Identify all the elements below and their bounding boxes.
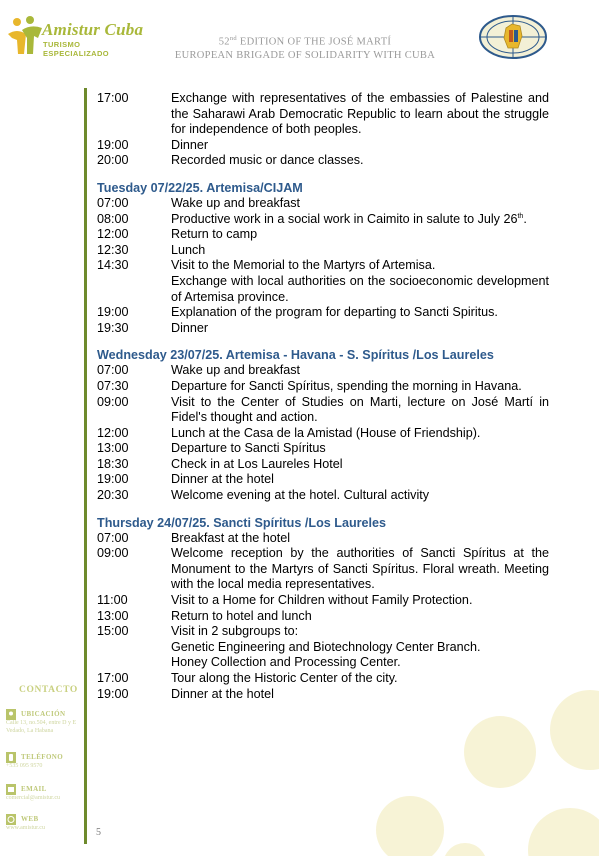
schedule-row: 07:00 Wake up and breakfast bbox=[97, 195, 301, 210]
schedule-row: 11:00 Visit to a Home for Children without Family Protection. bbox=[97, 593, 473, 608]
schedule-row: 20:30 Welcome evening at the hotel. Cultural activity bbox=[97, 488, 430, 503]
schedule-row: 07:00 Breakfast at the hotel bbox=[97, 530, 291, 545]
thursday-section bbox=[97, 515, 549, 703]
web-value: www.amistur.cu bbox=[6, 825, 45, 831]
schedule-row: 09:00 Visit to the Center of Studies on Marti, lecture on José Martí in Fidel's thought and action. bbox=[97, 394, 549, 425]
title-line-1-text: EDITION OF THE JOSÉ MARTÍ bbox=[236, 36, 392, 48]
schedule-content bbox=[97, 91, 549, 702]
title-ordinal: 52 bbox=[218, 36, 230, 48]
address-label: UBICACIÓN bbox=[21, 710, 66, 718]
contact-web bbox=[6, 814, 84, 832]
schedule-row: 14:30 Visit to the Memorial to the Martyrs of Artemisa. bbox=[97, 258, 436, 273]
sidebar-divider bbox=[84, 88, 87, 844]
schedule-row: 17:00 Exchange with representatives of the embassies of Palestine and the Saharawi Arab Democratic Republic to learn about the struggle for independence of both peoples. bbox=[97, 91, 549, 137]
amistur-logo bbox=[6, 14, 146, 58]
schedule-row: 12:00 Return to camp bbox=[97, 227, 258, 242]
intro-section bbox=[97, 91, 549, 169]
schedule-row: 08:00 Productive work in a social work in Caimito in salute to July 26th. bbox=[97, 211, 527, 226]
tuesday-section bbox=[97, 180, 549, 336]
phone-icon bbox=[6, 752, 16, 763]
schedule-row: 19:00 Explanation of the program for departing to Sancti Spiritus. bbox=[97, 305, 498, 320]
title-line-2: EUROPEAN BRIGADE OF SOLIDARITY WITH CUBA bbox=[174, 49, 436, 61]
brand-name: Amistur Cuba bbox=[42, 20, 144, 39]
globe-icon bbox=[6, 814, 16, 825]
phone-value: +535 095 9570 bbox=[6, 763, 43, 769]
location-icon bbox=[6, 709, 16, 720]
contact-phone bbox=[6, 752, 84, 770]
phone-label: TELÉFONO bbox=[21, 753, 64, 761]
people-logo-icon bbox=[6, 14, 46, 58]
email-icon bbox=[6, 784, 16, 795]
schedule-row: 07:00 Wake up and breakfast bbox=[97, 363, 301, 378]
contact-address bbox=[6, 709, 84, 735]
page-title bbox=[150, 32, 460, 62]
day-heading-wednesday: Wednesday 23/07/25. Artemisa - Havana - S. Spíritus /Los Laureles bbox=[97, 348, 494, 363]
email-value: comercial@amistur.cu bbox=[6, 795, 61, 801]
decorative-circles bbox=[340, 690, 599, 856]
address-value: Calle 13, no.504, entre D y E Vedado, La Habana bbox=[6, 720, 77, 734]
day-heading-tuesday: Tuesday 07/22/25. Artemisa/CIJAM bbox=[97, 180, 303, 195]
schedule-row: Genetic Engineering and Biotechnology Center Branch. bbox=[171, 639, 481, 654]
schedule-row: 17:00 Tour along the Historic Center of the city. bbox=[97, 671, 398, 685]
title-ordinal-suffix: nd bbox=[229, 35, 237, 42]
schedule-row: 13:00 Return to hotel and lunch bbox=[97, 608, 312, 623]
schedule-row: 12:00 Lunch at the Casa de la Amistad (House of Friendship). bbox=[97, 425, 481, 440]
schedule-row: 19:00 Dinner at the hotel bbox=[97, 472, 274, 487]
contact-email bbox=[6, 784, 84, 802]
web-label: WEB bbox=[21, 815, 39, 823]
wednesday-section bbox=[97, 347, 549, 503]
schedule-row: 19:00 Dinner bbox=[97, 137, 209, 152]
schedule-row: 09:00 Welcome reception by the authorities of Sancti Spíritus at the Monument to the Martyrs of Sancti Spíritus. Floral wreath. Meeting with the local media representatives. bbox=[97, 546, 549, 592]
day-heading-thursday: Thursday 24/07/25. Sancti Spíritus /Los Laureles bbox=[97, 515, 387, 530]
schedule-row: Exchange with local authorities on the socioeconomic development of Artemisa province. bbox=[171, 273, 549, 304]
schedule-row: Honey Collection and Processing Center. bbox=[171, 655, 401, 670]
email-label: EMAIL bbox=[21, 785, 47, 793]
brand-subtitle: TURISMO ESPECIALIZADO bbox=[43, 40, 110, 58]
schedule-row: 18:30 Check in at Los Laureles Hotel bbox=[97, 456, 343, 471]
schedule-row: 19:30 Dinner bbox=[97, 320, 209, 335]
schedule-row: 15:00 Visit in 2 subgroups to: bbox=[97, 624, 299, 639]
title-line-1 bbox=[150, 32, 460, 49]
schedule-row: 13:00 Departure to Sancti Spíritus bbox=[97, 441, 326, 456]
schedule-row: 07:30 Departure for Sancti Spíritus, spending the morning in Havana. bbox=[97, 378, 522, 393]
page-number: 5 bbox=[96, 827, 101, 838]
contact-title: CONTACTO bbox=[19, 685, 78, 695]
schedule-row: 19:00 Dinner at the hotel bbox=[97, 686, 274, 701]
schedule-row: 12:30 Lunch bbox=[97, 242, 206, 257]
brigade-emblem-icon bbox=[478, 14, 548, 60]
schedule-row: 20:00 Recorded music or dance classes. bbox=[97, 153, 364, 168]
